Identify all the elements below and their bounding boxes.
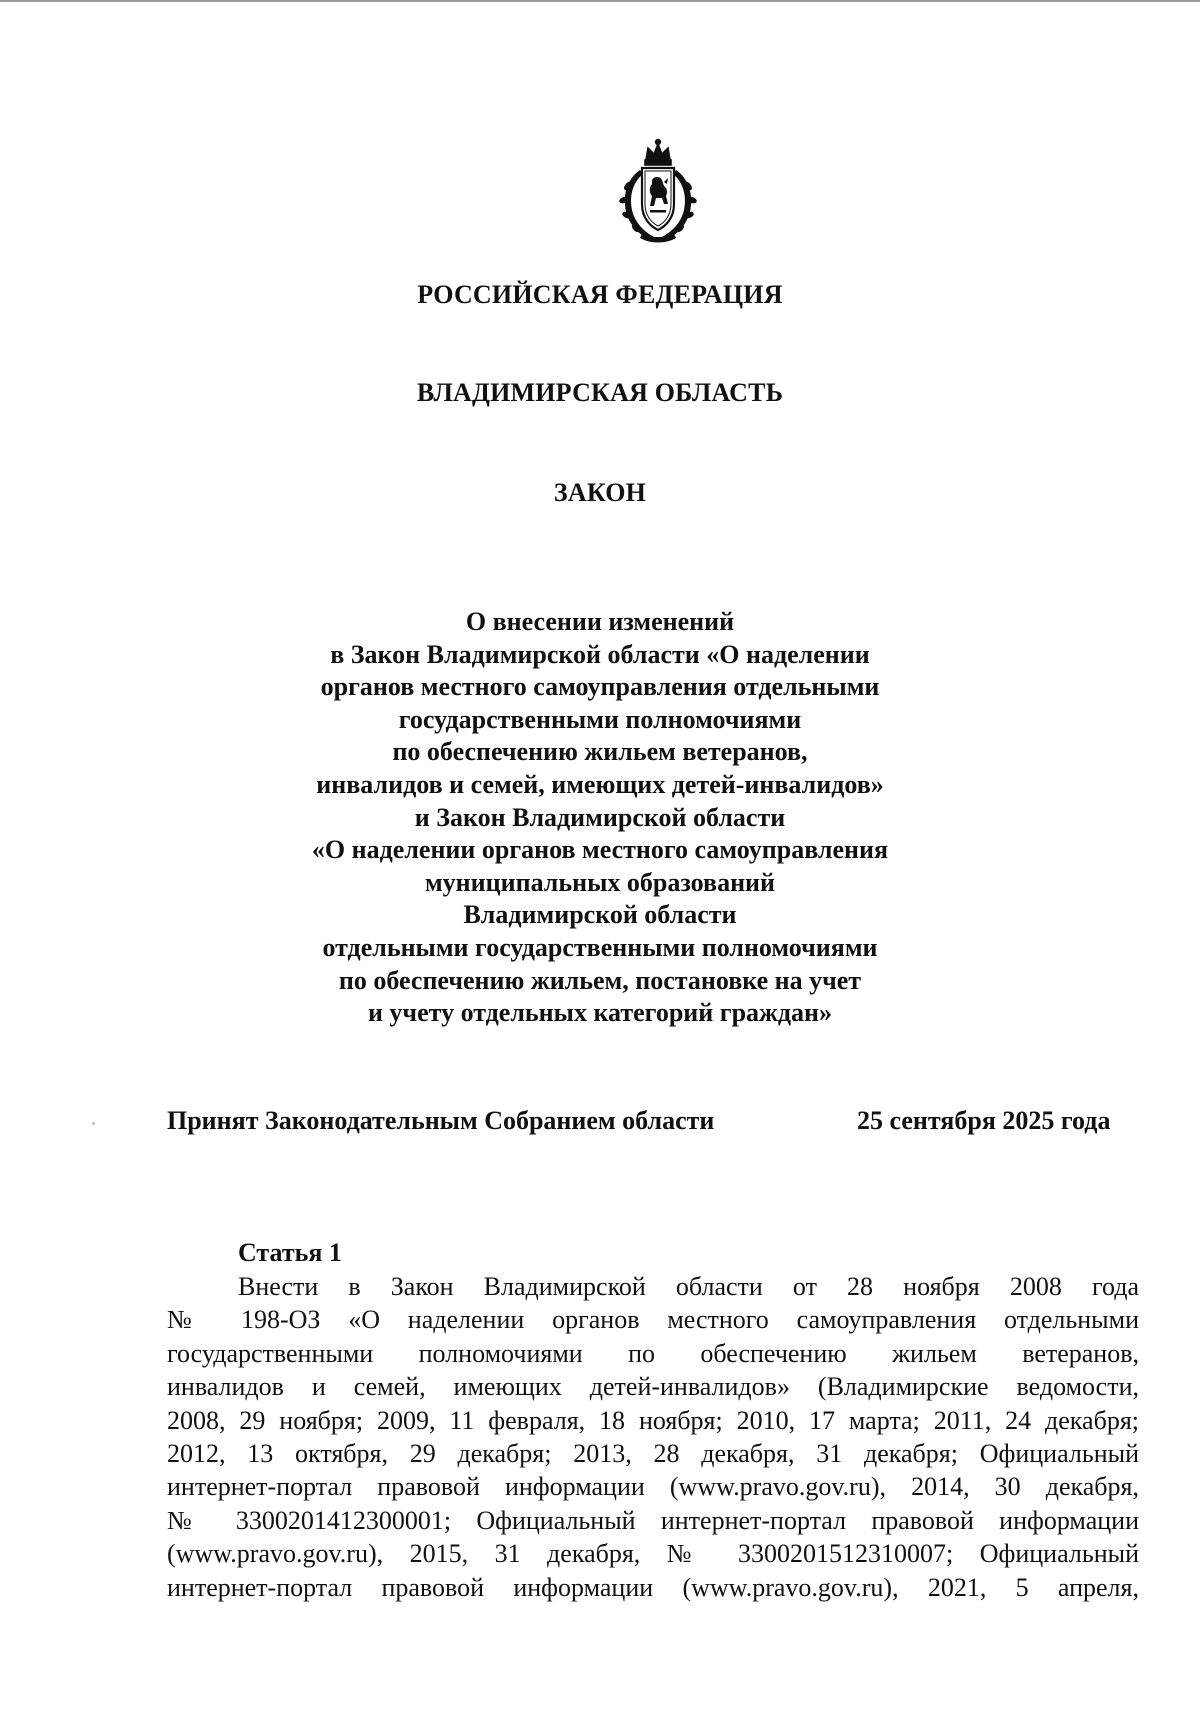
article-line: (www.pravo.gov.ru), 2015, 31 декабря, № 3300201512310007; Официальный [167, 1539, 1139, 1569]
law-title-line: О внесении изменений [465, 607, 735, 636]
article-line: государственными полномочиями по обеспечению жильем ветеранов, [167, 1338, 1139, 1368]
law-title-line: отдельными государственными полномочиями [322, 932, 878, 962]
article-line: интернет-портал правовой информации (www.pravo.gov.ru), 2021, 5 апреля, [167, 1572, 1139, 1602]
adoption-statement: Принят Законодательным Собранием области [167, 1106, 715, 1135]
article-line: № 3300201412300001; Официальный интернет-портал правовой информации [167, 1505, 1139, 1535]
law-title [250, 606, 950, 1030]
law-title-line: муниципальных образований [424, 867, 776, 897]
law-title-line: по обеспечению жильем ветеранов, [392, 737, 808, 767]
scan-speck [92, 1122, 95, 1125]
adoption-date: 25 сентября 2025 года [857, 1106, 1111, 1135]
article-heading: Статья 1 [238, 1238, 342, 1267]
country-heading: РОССИЙСКАЯ ФЕДЕРАЦИЯ [417, 280, 783, 309]
document-type-heading: ЗАКОН [553, 478, 647, 507]
region-heading: ВЛАДИМИРСКАЯ ОБЛАСТЬ [416, 378, 784, 407]
coat-of-arms-icon [610, 138, 706, 248]
law-title-line: в Закон Владимирской области «О наделении [330, 639, 870, 669]
article-line: инвалидов и семей, имеющих детей-инвалидов» (Владимирские ведомости, [167, 1372, 1139, 1402]
article-line: интернет-портал правовой информации (www.pravo.gov.ru), 2014, 30 декабря, [167, 1472, 1139, 1502]
law-title-line: органов местного самоуправления отдельными [320, 672, 880, 702]
article-line: № 198-ОЗ «О наделении органов местного самоуправления отдельными [167, 1305, 1139, 1335]
law-title-line: «О наделении органов местного самоуправления [311, 835, 889, 865]
article-body [167, 1270, 1139, 1604]
law-title-line: и учету отдельных категорий граждан» [367, 998, 833, 1028]
law-title-line: по обеспечению жильем, постановке на учет [338, 965, 862, 995]
law-title-line: Владимирской области [463, 900, 737, 930]
law-title-line: и Закон Владимирской области [414, 802, 786, 832]
law-title-line: государственными полномочиями [398, 704, 802, 734]
article-line: 2012, 13 октября, 29 декабря; 2013, 28 декабря, 31 декабря; Официальный [167, 1439, 1139, 1469]
article-line: 2008, 29 ноября; 2009, 11 февраля, 18 ноября; 2010, 17 марта; 2011, 24 декабря; [167, 1405, 1139, 1435]
page-top-edge [0, 0, 1200, 2]
article-line: Внести в Закон Владимирской области от 28 ноября 2008 года [238, 1272, 1139, 1301]
law-title-line: инвалидов и семей, имеющих детей-инвалидов» [316, 769, 884, 799]
